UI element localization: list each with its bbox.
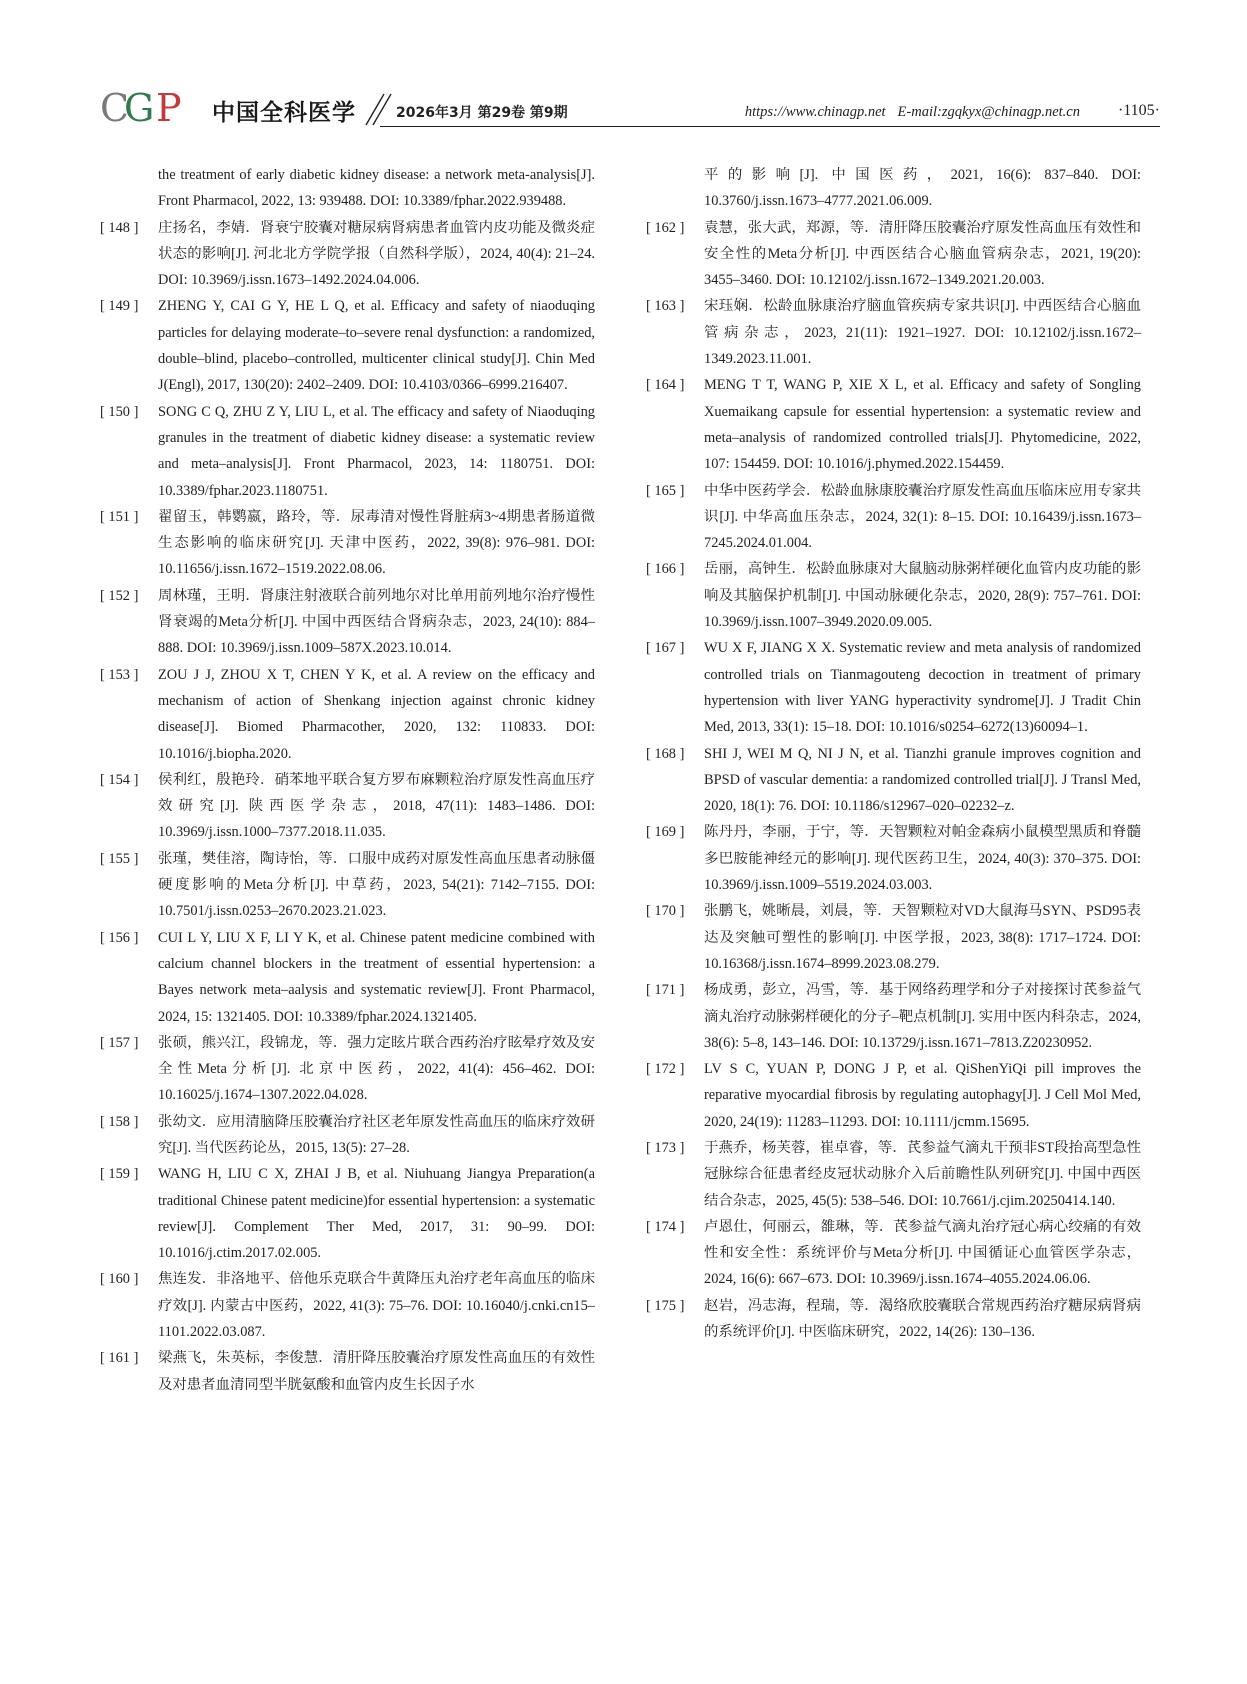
journal-name: 中国全科医学 <box>212 100 356 126</box>
reference-number: [ 160 ] <box>100 1271 139 1288</box>
reference-number: [ 157 ] <box>100 1034 139 1051</box>
reference-item <box>100 1345 595 1398</box>
reference-item <box>100 925 595 1030</box>
reference-item <box>100 662 595 767</box>
reference-item <box>646 372 1141 477</box>
reference-text: WANG H, LIU C X, ZHAI J B, et al. Niuhuang Jiangya Preparation(a traditional Chinese patent medicine)for essential hypertension: a systematic review[J]. Complement Ther Med, 2017, 31: 90–99. DOI: 10.1016/j.ctim.2017.02.005. <box>158 1166 595 1262</box>
reference-text: 陈丹丹，李丽，于宁，等．天智颗粒对帕金森病小鼠模型黑质和脊髓多巴胺能神经元的影响[J]. 现代医药卫生，2024, 40(3): 370–375. DOI: 10.3969/j.issn.1009–5519.2024.03.003. <box>704 824 1141 894</box>
right-column <box>646 162 1141 1345</box>
reference-number: [ 167 ] <box>646 640 685 657</box>
reference-number: [ 148 ] <box>100 219 139 236</box>
reference-continuation: the treatment of early diabetic kidney disease: a network meta-analysis[J]. Front Pharmacol, 2022, 13: 939488. DOI: 10.3389/fphar.2022.939488. <box>158 167 595 210</box>
reference-number: [ 171 ] <box>646 982 685 999</box>
reference-text: 翟留玉，韩鹦嬴，路玲，等．尿毒清对慢性肾脏病3~4期患者肠道微生态影响的临床研究[J]. 天津中医药，2022, 39(8): 976–981. DOI: 10.11656/j.issn.1672–1519.2022.08.06. <box>158 508 595 578</box>
reference-number: [ 158 ] <box>100 1113 139 1130</box>
reference-item <box>646 1056 1141 1135</box>
reference-number: [ 150 ] <box>100 403 139 420</box>
page-header <box>100 88 1160 130</box>
reference-number: [ 168 ] <box>646 745 685 762</box>
reference-number: [ 174 ] <box>646 1218 685 1235</box>
reference-text: 袁慧，张大武，郑源，等．清肝降压胶囊治疗原发性高血压有效性和安全性的Meta分析[J]. 中西医结合心脑血管病杂志，2021, 19(20): 3455–3460. DOI: 10.12102/j.issn.1672–1349.2021.20.003. <box>704 219 1141 289</box>
reference-text: 张硕，熊兴江，段锦龙，等．强力定眩片联合西药治疗眩晕疗效及安全性Meta分析[J]. 北京中医药，2022, 41(4): 456–462. DOI: 10.16025/j.1674–1307.2022.04.028. <box>158 1034 595 1104</box>
left-column <box>100 162 595 1398</box>
reference-item <box>646 635 1141 740</box>
reference-text: SONG C Q, ZHU Z Y, LIU L, et al. The efficacy and safety of Niaoduqing granules in the treatment of diabetic kidney disease: a systematic review and meta–analysis[J]. Front Pharmacol, 2023, 14: 1180751. DOI: 10.3389/fphar.2023.1180751. <box>158 403 595 499</box>
reference-text: SHI J, WEI M Q, NI J N, et al. Tianzhi granule improves cognition and BPSD of vascular dementia: a randomized controlled trial[J]. J Transl Med, 2020, 18(1): 76. DOI: 10.1186/s12967–020–02232–z. <box>704 745 1141 815</box>
reference-item <box>646 741 1141 820</box>
reference-item <box>646 215 1141 294</box>
reference-text: 于燕乔，杨芙蓉，崔卓睿，等．芪参益气滴丸干预非ST段抬高型急性冠脉综合征患者经皮冠状动脉介入后前瞻性队列研究[J]. 中国中西医结合杂志，2025, 45(5): 538–546. DOI: 10.7661/j.cjim.20250414.140. <box>704 1139 1141 1209</box>
reference-text: 侯利红，殷艳玲．硝苯地平联合复方罗布麻颗粒治疗原发性高血压疗效研究[J]. 陕西医学杂志，2018, 47(11): 1483–1486. DOI: 10.3969/j.issn.1000–7377.2018.11.035. <box>158 771 595 841</box>
reference-text: 梁燕飞，朱英标，李俊慧．清肝降压胶囊治疗原发性高血压的有效性及对患者血清同型半胱氨酸和血管内皮生长因子水 <box>158 1350 595 1393</box>
reference-text: 杨成勇，彭立，冯雪，等．基于网络药理学和分子对接探讨芪参益气滴丸治疗动脉粥样硬化的分子–靶点机制[J]. 实用中医内科杂志，2024, 38(6): 5–8, 143–146. DOI: 10.13729/j.issn.1671–7813.Z20230952. <box>704 982 1141 1051</box>
reference-continuation: 平的影响[J]. 中国医药，2021, 16(6): 837–840. DOI: 10.3760/j.issn.1673–4777.2021.06.009. <box>704 167 1141 210</box>
reference-text: 岳丽，高钟生．松龄血脉康对大鼠脑动脉粥样硬化血管内皮功能的影响及其脑保护机制[J]. 中国动脉硬化杂志，2020, 28(9): 757–761. DOI: 10.3969/j.issn.1007–3949.2020.09.005. <box>704 561 1141 631</box>
reference-number: [ 173 ] <box>646 1139 685 1156</box>
reference-number: [ 166 ] <box>646 561 685 578</box>
page-number: ·1105· <box>1117 102 1160 119</box>
reference-text: 张鹏飞，姚晰晨，刘晨，等．天智颗粒对VD大鼠海马SYN、PSD95表达及突触可塑性的影响[J]. 中医学报，2023, 38(8): 1717–1724. DOI: 10.16368/j.issn.1674–8999.2023.08.279. <box>704 903 1141 972</box>
reference-number: [ 172 ] <box>646 1061 685 1078</box>
reference-number: [ 165 ] <box>646 482 685 499</box>
reference-number: [ 156 ] <box>100 929 139 946</box>
reference-number: [ 170 ] <box>646 903 685 920</box>
reference-item <box>646 478 1141 557</box>
reference-text: 卢恩仕，何丽云，雒琳，等．芪参益气滴丸治疗冠心病心绞痛的有效性和安全性：系统评价与Meta分析[J]. 中国循证心血管医学杂志，2024, 16(6): 667–673. DOI: 10.3969/j.issn.1674–4055.2024.06.06. <box>704 1218 1141 1288</box>
reference-item <box>100 504 595 583</box>
reference-text: 张瑾，樊佳溶，陶诗怡，等．口服中成药对原发性高血压患者动脉僵硬度影响的Meta分析[J]. 中草药，2023, 54(21): 7142–7155. DOI: 10.7501/j.issn.0253–2670.2023.21.023. <box>158 850 595 920</box>
reference-text: 庄扬名，李婧．肾衰宁胶囊对糖尿病肾病患者血管内皮功能及微炎症状态的影响[J]. 河北北方学院学报（自然科学版），2024, 40(4): 21–24. DOI: 10.3969/j.issn.1673–1492.2024.04.006. <box>158 219 595 289</box>
reference-number: [ 175 ] <box>646 1297 685 1314</box>
reference-item <box>646 977 1141 1056</box>
reference-item <box>646 1214 1141 1293</box>
reference-text: 张幼文．应用清脑降压胶囊治疗社区老年原发性高血压的临床疗效研究[J]. 当代医药论丛，2015, 13(5): 27–28. <box>158 1113 595 1156</box>
reference-item <box>100 215 595 294</box>
journal-url[interactable]: https://www.chinagp.net E-mail:zgqkyx@chinagp.net.cn <box>744 104 1080 120</box>
reference-item <box>100 846 595 925</box>
reference-number: [ 149 ] <box>100 298 139 315</box>
reference-text: 焦连发．非洛地平、倍他乐克联合牛黄降压丸治疗老年高血压的临床疗效[J]. 内蒙古中医药，2022, 41(3): 75–76. DOI: 10.16040/j.cnki.cn15–1101.2022.03.087. <box>158 1271 595 1341</box>
reference-number: [ 153 ] <box>100 666 139 683</box>
svg-text:C: C <box>100 88 130 128</box>
header-slash-icon <box>362 92 392 126</box>
reference-item <box>100 767 595 846</box>
reference-item <box>646 1135 1141 1214</box>
reference-item <box>646 556 1141 635</box>
reference-text: ZOU J J, ZHOU X T, CHEN Y K, et al. A review on the efficacy and mechanism of action of Shenkang injection against chronic kidney disease[J]. Biomed Pharmacother, 2020, 132: 110833. DOI: 10.1016/j.biopha.2020. <box>158 666 595 762</box>
header-rule <box>380 126 1160 127</box>
reference-text: 宋珏娴．松龄血脉康治疗脑血管疾病专家共识[J]. 中西医结合心脑血管病杂志，2023, 21(11): 1921–1927. DOI: 10.12102/j.issn.1672–1349.2023.11.001. <box>704 298 1141 368</box>
reference-text: 赵岩，冯志海，程瑞，等．渴络欣胶囊联合常规西药治疗糖尿病肾病的系统评价[J]. 中医临床研究，2022, 14(26): 130–136. <box>704 1297 1141 1341</box>
reference-number: [ 155 ] <box>100 850 139 867</box>
reference-item <box>100 1266 595 1345</box>
reference-item <box>100 293 595 398</box>
reference-item <box>100 1109 595 1162</box>
reference-text: ZHENG Y, CAI G Y, HE L Q, et al. Efficacy and safety of niaoduqing particles for delaying moderate–to–severe renal dysfunction: a randomized, double–blind, placebo–controlled, multicenter clinical study[J]. Chin Med J(Engl), 2017, 130(20): 2402–2409. DOI: 10.4103/0366–6999.216407. <box>158 298 595 394</box>
reference-item <box>646 293 1141 372</box>
reference-number: [ 151 ] <box>100 508 139 525</box>
reference-text: 周林瑾，王明．肾康注射液联合前列地尔对比单用前列地尔治疗慢性肾衰竭的Meta分析[J]. 中国中西医结合肾病杂志，2023, 24(10): 884–888. DOI: 10.3969/j.issn.1009–587X.2023.10.014. <box>158 587 595 657</box>
reference-text: LV S C, YUAN P, DONG J P, et al. QiShenYiQi pill improves the reparative myocardial fibrosis by regulating autophagy[J]. J Cell Mol Med, 2020, 24(19): 11283–11293. DOI: 10.1111/jcmm.15695. <box>704 1061 1141 1130</box>
reference-item <box>100 583 595 662</box>
svg-text:P: P <box>156 88 182 128</box>
reference-number: [ 164 ] <box>646 377 685 394</box>
reference-number: [ 169 ] <box>646 824 685 841</box>
reference-text: WU X F, JIANG X X. Systematic review and meta analysis of randomized controlled trials on Tianmagouteng decoction in treatment of primary hypertension with liver YANG hyperactivity syndrome[J]. J Tradit Chin Med, 2013, 33(1): 15–18. DOI: 10.1016/s0254–6272(13)60094–1. <box>704 640 1141 736</box>
reference-number: [ 152 ] <box>100 587 139 604</box>
reference-item <box>100 1161 595 1266</box>
reference-number: [ 159 ] <box>100 1166 139 1183</box>
reference-item <box>100 1030 595 1109</box>
reference-text: 中华中医药学会．松龄血脉康胶囊治疗原发性高血压临床应用专家共识[J]. 中华高血压杂志，2024, 32(1): 8–15. DOI: 10.16439/j.issn.1673–7245.2024.01.004. <box>704 482 1141 552</box>
reference-item <box>100 399 595 504</box>
issue-info: 2026年3月 第29卷 第9期 <box>396 105 568 121</box>
reference-item <box>646 819 1141 898</box>
journal-email[interactable]: E-mail:zgqkyx@chinagp.net.cn <box>897 104 1080 120</box>
reference-number: [ 161 ] <box>100 1350 139 1367</box>
reference-item <box>646 898 1141 977</box>
svg-text:G: G <box>124 88 155 128</box>
reference-number: [ 163 ] <box>646 298 685 315</box>
journal-logo <box>100 88 210 128</box>
reference-text: CUI L Y, LIU X F, LI Y K, et al. Chinese patent medicine combined with calcium channel blockers in the treatment of essential hypertension: a Bayes network meta–aalysis and systematic review[J]. Front Pharmacol, 2024, 15: 1321405. DOI: 10.3389/fphar.2024.1321405. <box>158 929 595 1025</box>
reference-item <box>646 1293 1141 1346</box>
reference-number: [ 162 ] <box>646 219 685 236</box>
reference-text: MENG T T, WANG P, XIE X L, et al. Efficacy and safety of Songling Xuemaikang capsule for essential hypertension: a systematic review and meta–analysis of randomized controlled trials[J]. Phytomedicine, 2022, 107: 154459. DOI: 10.1016/j.phymed.2022.154459. <box>704 377 1141 473</box>
reference-number: [ 154 ] <box>100 771 139 788</box>
